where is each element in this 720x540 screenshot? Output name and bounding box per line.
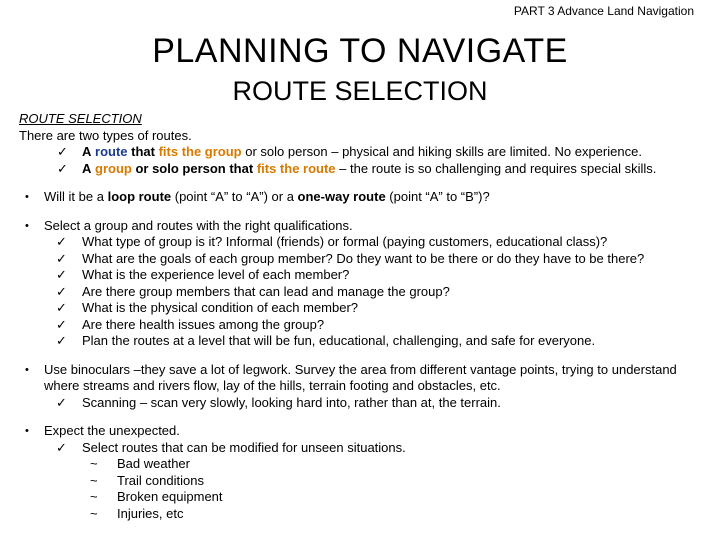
- slide-header: PART 3 Advance Land Navigation: [513, 4, 694, 18]
- check-item: ✓ Scanning – scan very slowly, looking hard into, rather than at, the terrain.: [56, 394, 501, 410]
- bullet-icon: •: [25, 363, 29, 376]
- route-types-list: [19, 144, 709, 177]
- check-icon: ✓: [57, 160, 68, 176]
- check-icon: ✓: [56, 300, 67, 315]
- slide-title: PLANNING TO NAVIGATE: [152, 32, 568, 70]
- check-icon: ✓: [56, 394, 67, 410]
- check-list: [44, 395, 709, 412]
- sub-item: ~ Injuries, etc: [90, 505, 184, 521]
- check-item: ✓ What are the goals of each group member? Do they want to be there or do they have to be there?: [56, 250, 645, 266]
- check-item: ✓ Plan the routes at a level that will be fun, educational, challenging, and safe for everyone.: [56, 333, 596, 348]
- bullet-icon: •: [25, 425, 29, 437]
- bullet-item: • Use binoculars –they save a lot of legwork. Survey the area from different vantage points, trying to understand where streams and rivers flow, lay of the hills, terrain footing and obstacles, etc. ✓ Scanning – scan very slowly, looking hard into, rather than at, the terrain.: [19, 362, 709, 412]
- check-item: ✓ Select routes that can be modified for unseen situations.: [56, 439, 406, 455]
- route-type-item: ✓ A route that fits the group or solo person – physical and hiking skills are limited. No experience.: [57, 144, 642, 159]
- check-icon: ✓: [56, 439, 67, 455]
- check-item: ✓ What is the physical condition of each member?: [56, 300, 359, 315]
- check-item: ✓ What is the experience level of each member?: [56, 267, 350, 282]
- tilde-bullet-icon: ~: [90, 472, 98, 488]
- check-icon: ✓: [56, 333, 67, 348]
- section-heading: ROUTE SELECTION: [19, 111, 142, 126]
- check-list: [44, 234, 709, 350]
- check-icon: ✓: [56, 267, 67, 282]
- tilde-bullet-icon: ~: [90, 505, 98, 521]
- slide-subtitle: ROUTE SELECTION: [232, 76, 488, 106]
- sub-item: ~ Broken equipment: [90, 489, 223, 504]
- check-item: ✓ Are there group members that can lead and manage the group?: [56, 283, 450, 299]
- check-icon: ✓: [56, 250, 67, 266]
- slide-body: [19, 111, 709, 534]
- tilde-bullet-icon: ~: [90, 489, 98, 504]
- check-icon: ✓: [56, 234, 67, 249]
- bullet-item: • Will it be a loop route (point “A” to “A”) or a one-way route (point “A” to “B”)?: [25, 189, 490, 204]
- check-icon: ✓: [56, 316, 67, 332]
- check-item: ✓ What type of group is it? Informal (friends) or formal (paying customers, educational class)?: [56, 234, 608, 249]
- bullet-item: • Expect the unexpected. ✓ Select routes that can be modified for unseen situations. ~ Bad weather ~ Trail conditions ~ Broken equipment ~ Injuries, etc: [19, 423, 709, 522]
- check-item: ✓ Are there health issues among the group?: [56, 316, 325, 332]
- check-icon: ✓: [56, 283, 67, 299]
- tilde-bullet-icon: ~: [90, 456, 98, 471]
- bullet-item: • Select a group and routes with the right qualifications. ✓ What type of group is it? Informal (friends) or formal (paying customers, educational class)? ✓ What are the goals of each group member? Do they want to be there or do they have to be there? ✓ What is the experience level of each member? ✓ Are there group members that can lead and manage the group? ✓ What is the physical condition of each member? ✓ Are there health issues among the group? ✓ Plan the routes at a level that will be fun, educational, challenging, and safe for everyone.: [19, 218, 709, 350]
- sub-item: ~ Trail conditions: [90, 472, 204, 488]
- sub-item: ~ Bad weather: [90, 456, 190, 471]
- bullet-icon: •: [25, 219, 29, 232]
- route-type-item: ✓ A group or solo person that fits the route – the route is so challenging and requires special skills.: [57, 160, 657, 176]
- sub-list: [44, 456, 709, 522]
- bullet-icon: •: [25, 191, 29, 203]
- intro-text: There are two types of routes.: [19, 127, 192, 143]
- check-list: [44, 440, 709, 457]
- check-icon: ✓: [57, 144, 68, 159]
